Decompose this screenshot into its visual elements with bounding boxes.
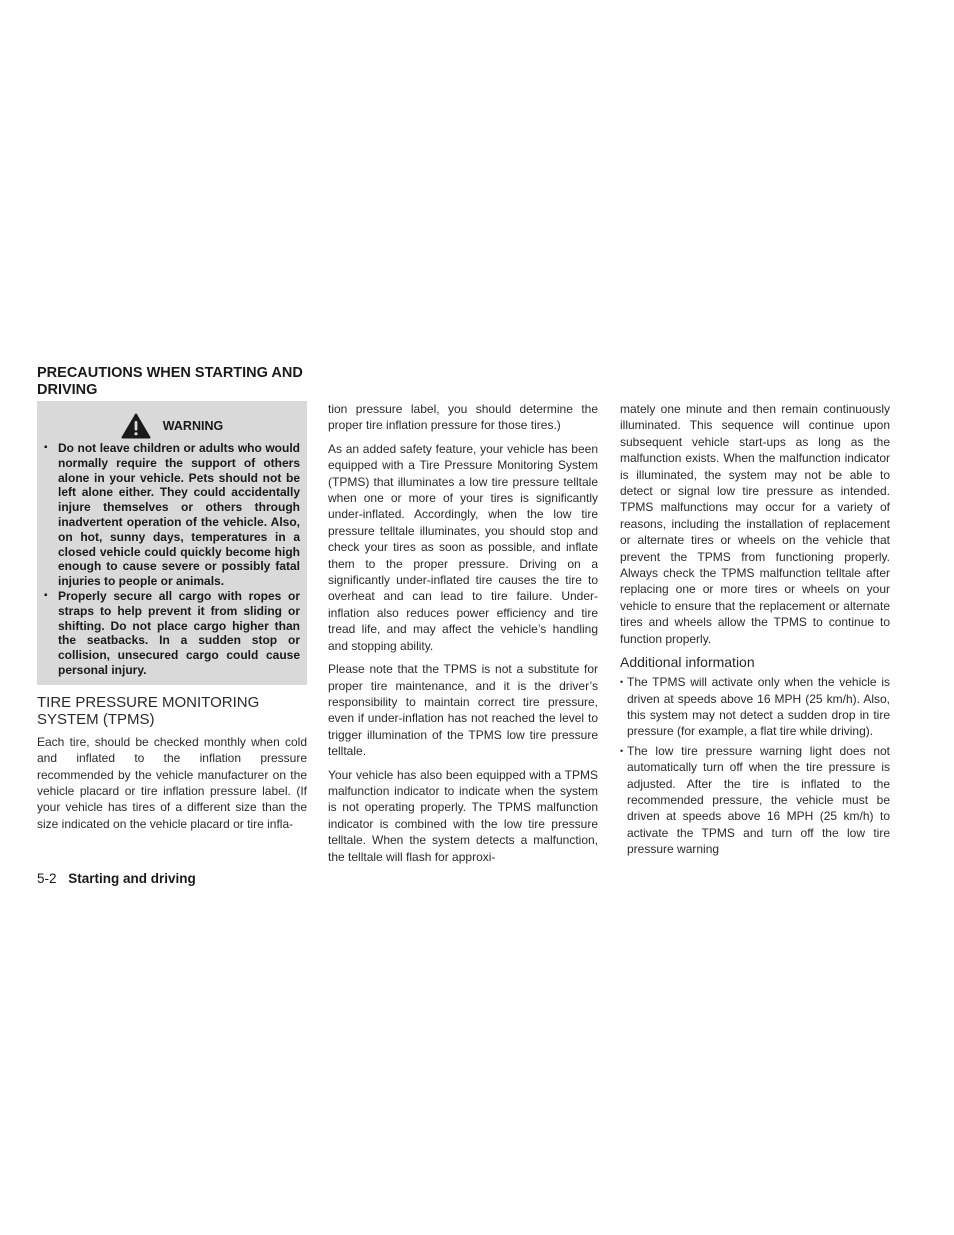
tpms-paragraph-3: Please note that the TPMS is not a substitute for proper tire maintenance, and it is the driver’s responsibility to maintain correct tire pressure, even if under-inflation has not reached the level to trigger illumination of the TPMS low tire pressure telltale. — [328, 662, 598, 759]
column-right — [620, 401, 890, 861]
warning-triangle-icon — [121, 413, 151, 439]
column-middle — [328, 401, 598, 872]
warning-title: WARNING — [162, 418, 224, 433]
warning-list — [44, 441, 300, 678]
additional-info-list — [620, 674, 890, 857]
section-heading: PRECAUTIONS WHEN STARTING AND DRIVING — [37, 365, 303, 398]
tpms-paragraph-1: Each tire, should be checked monthly when cold and inflated to the inflation pressure recommended by the vehicle manufacturer on the vehicle placard or tire inflation pressure label. (If your vehicle has tires of a different size than the size indicated on the vehicle placard or tire infla- — [37, 734, 307, 831]
tpms-paragraph-4-continued: mately one minute and then remain continuously illuminated. This sequence will continue upon subsequent vehicle start-ups as long as the malfunction exists. When the malfunction indicator is illuminated, the system may not be able to detect or signal low tire pressure as intended. TPMS malfunctions may occur for a variety of reasons, including the installation of replacement or alternate tires or wheels on the vehicle that prevent the TPMS from functioning properly. Always check the TPMS malfunction telltale after replacing one or more tires or wheels on your vehicle to ensure that the replacement or alternate tires and wheels allow the TPMS to continue to function properly. — [620, 402, 890, 646]
tpms-paragraph-1-continued: tion pressure label, you should determine the proper tire inflation pressure for those tires.) — [328, 402, 598, 433]
warning-box — [37, 401, 307, 685]
warning-item: ▪ Properly secure all cargo with ropes or straps to help prevent it from sliding or shifting. Do not place cargo higher than the seatbacks. In a sudden stop or collision, unsecured cargo could cause personal injury. — [44, 589, 300, 678]
page-footer — [37, 871, 196, 887]
tpms-heading: TIRE PRESSURE MONITORING SYSTEM (TPMS) — [37, 693, 260, 728]
chapter-title: Starting and driving — [68, 871, 196, 886]
additional-info-item: • The low tire pressure warning light does not automatically turn off when the tire pressure is adjusted. After the tire is inflated to the recommended pressure, the vehicle must be driven at speeds above 16 MPH (25 km/h) to activate the TPMS and turn off the low tire pressure warning — [620, 743, 890, 858]
additional-info-item: • The TPMS will activate only when the vehicle is driven at speeds above 16 MPH (25 km/h). Also, this system may not detect a sudden drop in tire pressure (for example, a flat tire while driving). — [620, 674, 890, 740]
tpms-paragraph-2: As an added safety feature, your vehicle has been equipped with a Tire Pressure Monitoring System (TPMS) that illuminates a low tire pressure telltale when one or more of your tires is significantly under-inflated. Accordingly, when the low tire pressure telltale illuminates, you should stop and check your tires as soon as possible, and inflate them to the proper pressure. Driving on a significantly under-inflated tire causes the tire to overheat and can lead to tire failure. Under-inflation also reduces power efficiency and tire tread life, and may affect the vehicle’s handling and stopping ability. — [328, 441, 598, 653]
page-number: 5-2 — [37, 871, 57, 886]
tpms-paragraph-4: Your vehicle has also been equipped with a TPMS malfunction indicator to indicate when the system is not operating properly. The TPMS malfunction indicator is combined with the low tire pressure telltale. When the system detects a malfunction, the telltale will flash for approxi- — [328, 767, 598, 864]
warning-header — [44, 413, 300, 439]
additional-info-heading: Additional information — [620, 654, 755, 671]
column-left — [37, 401, 307, 839]
warning-item: ▪ Do not leave children or adults who would normally require the support of others alone in your vehicle. Pets should not be left alone either. They could accidentally injure themselves or others through inadvertent operation of the vehicle. Also, on hot, sunny days, temperatures in a closed vehicle could quickly become high enough to cause severe or possibly fatal injuries to people or animals. — [44, 441, 300, 589]
